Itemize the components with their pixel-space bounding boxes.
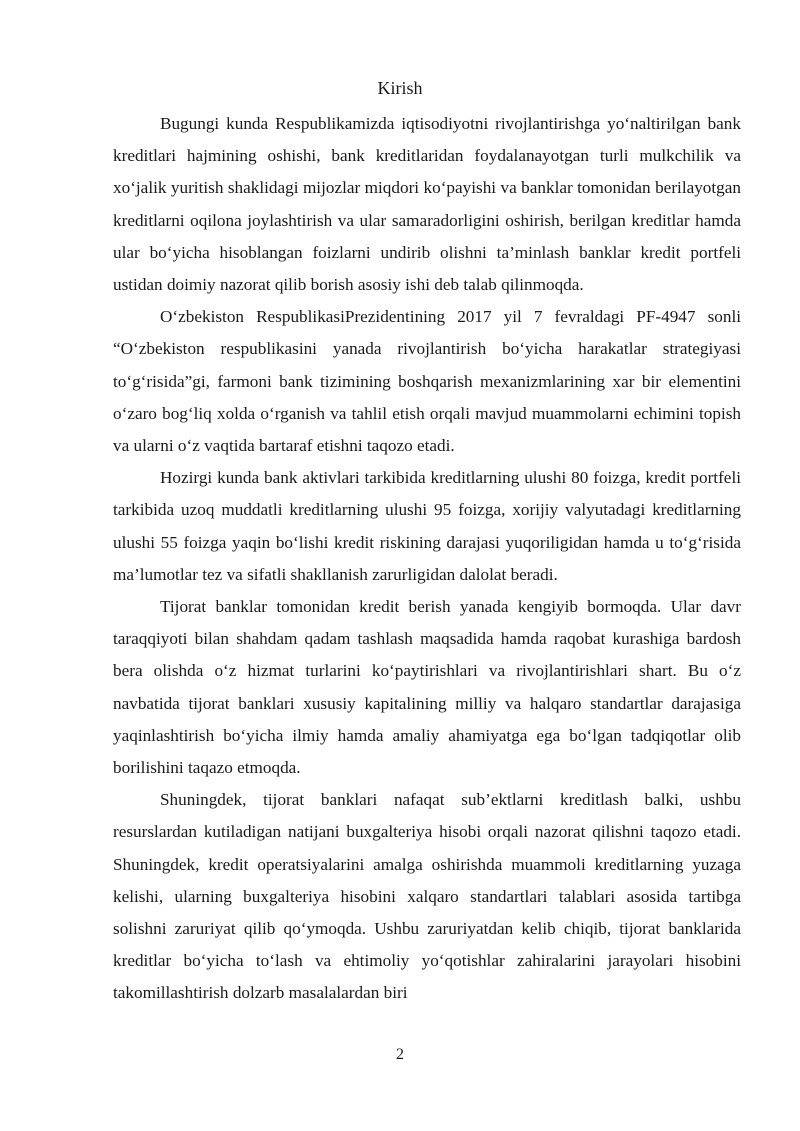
page-number: 2 bbox=[396, 1046, 404, 1063]
paragraph-1: Bugungi kunda Respublikamizda iqtisodiyotni rivojlantirishga yo‘naltirilgan bank kreditlari hajmining oshishi, bank kreditlaridan foydalanayotgan turli mulkchilik va xo‘jalik yuritish shaklidagi mijozlar miqdori ko‘payishi va banklar tomonidan berilayotgan kreditlarni oqilona joylashtirish va ular samaradorligini oshirish, berilgan kreditlar hamda ular bo‘yicha hisoblangan foizlarni undirib olishni ta’minlash banklar kredit portfeli ustidan doimiy nazorat qilib borish asosiy ishi deb talab qilinmoqda. bbox=[113, 114, 741, 295]
paragraph-2: O‘zbekiston RespublikasiPrezidentining 2017 yil 7 fevraldagi PF-4947 sonli “O‘zbekiston respublikasini yanada rivojlantirish bo‘yicha harakatlar strategiyasi to‘g‘risida”gi, farmoni bank tizimining boshqarish mexanizmlarining xar bir elementini o‘zaro bog‘liq xolda o‘rganish va tahlil etish orqali mavjud muammolarni echimini topish va ularni o‘z vaqtida bartaraf etishni taqozo etadi. bbox=[113, 307, 741, 456]
paragraph-4: Tijorat banklar tomonidan kredit berish yanada kengiyib bormoqda. Ular davr taraqqiyoti bilan shahdam qadam tashlash maqsadida hamda raqobat kurashiga bardosh bera olishda o‘z hizmat turlarini ko‘paytirishlari va rivojlantirishlari shart. Bu o‘z navbatida tijorat banklari xususiy kapitalining milliy va halqaro standartlar darajasiga yaqinlashtirish bo‘yicha ilmiy hamda amaliy ahamiyatga ega bo‘lgan tadqiqotlar olib borilishini taqazo etmoqda. bbox=[113, 597, 741, 778]
paragraph-5: Shuningdek, tijorat banklari nafaqat sub’ektlarni kreditlash balki, ushbu resurslardan kutiladigan natijani buxgalteriya hisobi orqali nazorat qilishni taqozo etadi. Shuningdek, kredit operatsiyalarini amalga oshirishda muammoli kreditlarning yuzaga kelishi, ularning buxgalteriya hisobini xalqaro standartlari talablari asosida tartibga solishni zaruriyat qilib qo‘ymoqda. Ushbu zaruriyatdan kelib chiqib, tijorat banklarida kreditlar bo‘yicha to‘lash va ehtimoliy yo‘qotishlar zahiralarini jarayolari hisobini takomillashtirish dolzarb masalalardan biri bbox=[113, 790, 741, 1003]
body-text bbox=[113, 108, 741, 1010]
paragraph-3: Hozirgi kunda bank aktivlari tarkibida kreditlarning ulushi 80 foizga, kredit portfeli tarkibida uzoq muddatli kreditlarning ulushi 95 foizga, xorijiy valyutadagi kreditlarning ulushi 55 foizga yaqin bo‘lishi kredit riskining darajasi yuqoriligidan hamda u to‘g‘risida ma’lumotlar tez va sifatli shakllanish zarurligidan dalolat beradi. bbox=[113, 468, 741, 584]
section-title: Kirish bbox=[377, 78, 423, 98]
